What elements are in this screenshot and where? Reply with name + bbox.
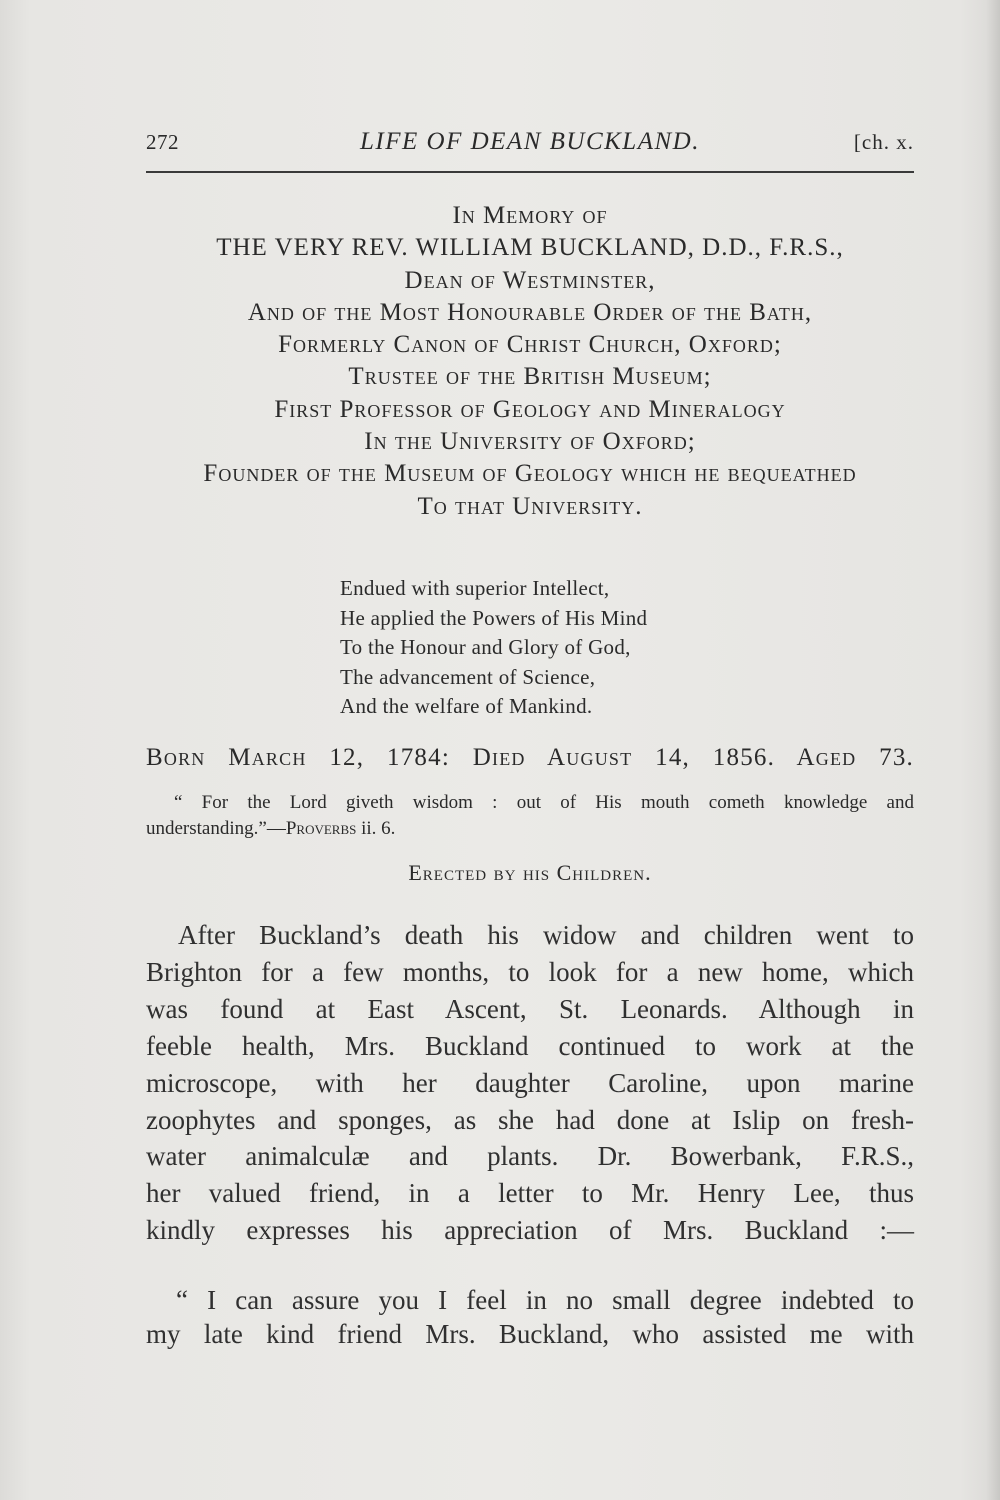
- scripture-text: understanding.”—: [146, 818, 286, 839]
- scripture-quote: [146, 790, 914, 842]
- verse-line: He applied the Powers of His Mind: [340, 605, 648, 630]
- body-line: kindly expresses his appreciation of Mrs. Buckland :—: [146, 1215, 914, 1246]
- verse-line: To the Honour and Glory of God,: [340, 635, 631, 659]
- body-line: After Buckland’s death his widow and children went to: [178, 920, 914, 950]
- verse-line: Endued with superior Intellect,: [340, 576, 610, 600]
- chapter-reference: [ch. x.: [853, 130, 914, 154]
- body-line: her valued friend, in a letter to Mr. Henry Lee, thus: [146, 1178, 914, 1209]
- quote-line: my late kind friend Mrs. Buckland, who assisted me with: [146, 1319, 914, 1349]
- body-line: zoophytes and sponges, as she had done at Islip on fresh-: [146, 1104, 914, 1135]
- inscription-line: First Professor of Geology and Mineralogy: [274, 395, 786, 423]
- body-line: was found at East Ascent, St. Leonards. Although in: [146, 993, 914, 1024]
- inscription-line: Formerly Canon of Christ Church, Oxford;: [278, 331, 782, 359]
- verse-line: And the welfare of Mankind.: [340, 694, 593, 718]
- verse-line: The advancement of Science,: [340, 664, 596, 689]
- inscription-line: In Memory of: [452, 202, 608, 229]
- letter-quote: [146, 1283, 914, 1351]
- header-rule: [146, 171, 914, 173]
- scripture-line: “ For the Lord giveth wisdom : out of His mouth cometh knowledge and: [174, 792, 914, 813]
- body-line: microscope, with her daughter Caroline, upon marine: [146, 1067, 914, 1098]
- scripture-line: [146, 816, 914, 842]
- life-dates: Born March 12, 1784: Died August 14, 1856. Aged 73.: [146, 744, 914, 771]
- inscription-line: Dean of Westminster,: [404, 266, 656, 294]
- inscription-line: To that University.: [417, 492, 643, 520]
- body-line: water animalculæ and plants. Dr. Bowerbank, F.R.S.,: [146, 1141, 914, 1172]
- inscription-line: Founder of the Museum of Geology which he bequeathed: [203, 460, 857, 488]
- inscription-line: Trustee of the British Museum;: [348, 363, 712, 391]
- memorial-inscription: [130, 200, 930, 523]
- body-paragraph: [146, 917, 914, 1249]
- erected-by: Erected by his Children.: [408, 860, 652, 885]
- inscription-line: And of the Most Honourable Order of the Bath,: [247, 298, 813, 326]
- page-edge-shadow: [986, 0, 1000, 1500]
- page-number: 272: [146, 130, 179, 154]
- epitaph-verse: [340, 574, 647, 722]
- running-head: [146, 128, 914, 162]
- body-line: Brighton for a few months, to look for a new home, which: [146, 956, 914, 987]
- body-line: feeble health, Mrs. Buckland continued to work at the: [146, 1030, 914, 1061]
- scripture-reference: Proverbs: [285, 818, 357, 839]
- scripture-verse: ii. 6.: [356, 818, 396, 839]
- inscription-line: THE VERY REV. WILLIAM BUCKLAND, D.D., F.R.S.,: [216, 234, 844, 262]
- running-title: LIFE OF DEAN BUCKLAND.: [360, 128, 700, 155]
- inscription-line: In the University of Oxford;: [364, 428, 696, 456]
- quote-line: “ I can assure you I feel in no small degree indebted to: [176, 1285, 914, 1315]
